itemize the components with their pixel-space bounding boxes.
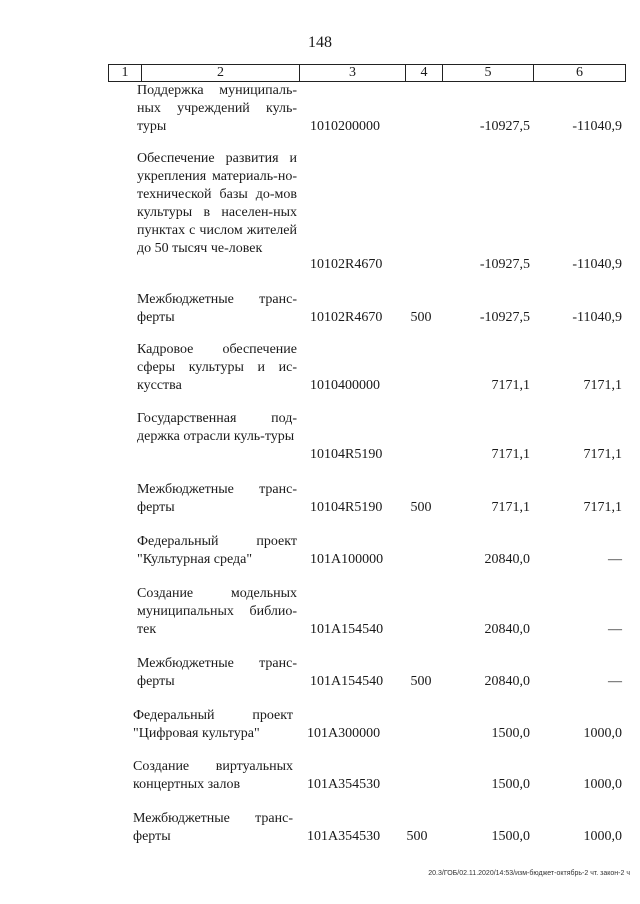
column-header-4: 4: [420, 65, 428, 80]
row-expense-type: 500: [410, 674, 432, 689]
row-name: Кадровое обеспечение сферы культуры и ис-кусства: [137, 342, 297, 393]
row-value-col6: -11040,9: [572, 119, 622, 134]
row-value-col6: -11040,9: [572, 257, 622, 272]
row-value-col6: 7171,1: [583, 500, 622, 515]
row-code: 10104R5190: [310, 447, 383, 462]
row-code: 1010200000: [310, 119, 380, 134]
column-header-6: 6: [576, 65, 583, 80]
row-code: 10102R4670: [310, 310, 383, 325]
row-value-col6: 7171,1: [583, 447, 622, 462]
row-value-col6: 1000,0: [583, 829, 622, 844]
row-code: 101A100000: [310, 552, 384, 567]
row-code: 101A154540: [310, 674, 384, 689]
row-name: Обеспечение развития и укрепления материаль-но-технической базы до-мов культуры в населен-ных пунктах с числом жителей до 50 тысяч че-ловек: [137, 151, 297, 256]
row-code: 101A354530: [307, 829, 381, 844]
page-number: 148: [308, 34, 332, 51]
row-value-col6: —: [608, 622, 622, 637]
row-code: 101A154540: [310, 622, 384, 637]
row-value-col5: -10927,5: [479, 119, 530, 134]
row-value-col6: —: [608, 552, 622, 567]
column-header-2: 2: [217, 65, 224, 80]
row-name: Межбюджетные транс-ферты: [133, 811, 293, 844]
row-expense-type: 500: [410, 500, 432, 515]
row-expense-type: 500: [406, 829, 428, 844]
row-value-col5: 1500,0: [491, 777, 530, 792]
row-value-col5: 7171,1: [491, 500, 530, 515]
row-name: Государственная под-держка отрасли куль-туры: [137, 411, 297, 444]
column-header-5: 5: [484, 65, 492, 80]
row-code: 101A354530: [307, 777, 381, 792]
row-name: Межбюджетные транс-ферты: [137, 292, 297, 325]
row-name: Федеральный проект "Цифровая культура": [133, 708, 293, 741]
row-value-col6: 1000,0: [583, 726, 622, 741]
row-name: Создание виртуальных концертных залов: [133, 759, 293, 792]
row-name: Федеральный проект "Культурная среда": [137, 534, 297, 567]
row-value-col5: -10927,5: [479, 257, 530, 272]
row-code: 101A300000: [307, 726, 381, 741]
row-value-col6: —: [608, 674, 622, 689]
row-expense-type: 500: [410, 310, 432, 325]
row-value-col6: 1000,0: [583, 777, 622, 792]
row-code: 1010400000: [310, 378, 380, 393]
row-name: Поддержка муниципаль-ных учреждений куль-туры: [137, 83, 297, 134]
column-header-1: 1: [121, 65, 129, 80]
row-value-col5: 1500,0: [491, 726, 530, 741]
row-value-col5: 20840,0: [484, 552, 530, 567]
row-code: 10102R4670: [310, 257, 383, 272]
row-name: Межбюджетные транс-ферты: [137, 656, 297, 689]
row-value-col5: 20840,0: [484, 674, 530, 689]
row-value-col5: 1500,0: [491, 829, 530, 844]
row-value-col6: 7171,1: [583, 378, 622, 393]
row-value-col5: 7171,1: [491, 378, 530, 393]
row-code: 10104R5190: [310, 500, 383, 515]
document-footer: 20.3/ГОБ/02.11.2020/14:53/изм-бюджет-октябрь-2 чт. закон-2 ч: [428, 870, 630, 877]
row-value-col6: -11040,9: [572, 310, 622, 325]
column-header-row: [108, 64, 626, 82]
row-name: Межбюджетные транс-ферты: [137, 482, 297, 515]
row-name: Создание модельных муниципальных библио-тек: [137, 586, 297, 637]
row-value-col5: 20840,0: [484, 622, 530, 637]
column-header-3: 3: [349, 65, 356, 80]
row-value-col5: -10927,5: [479, 310, 530, 325]
row-value-col5: 7171,1: [491, 447, 530, 462]
